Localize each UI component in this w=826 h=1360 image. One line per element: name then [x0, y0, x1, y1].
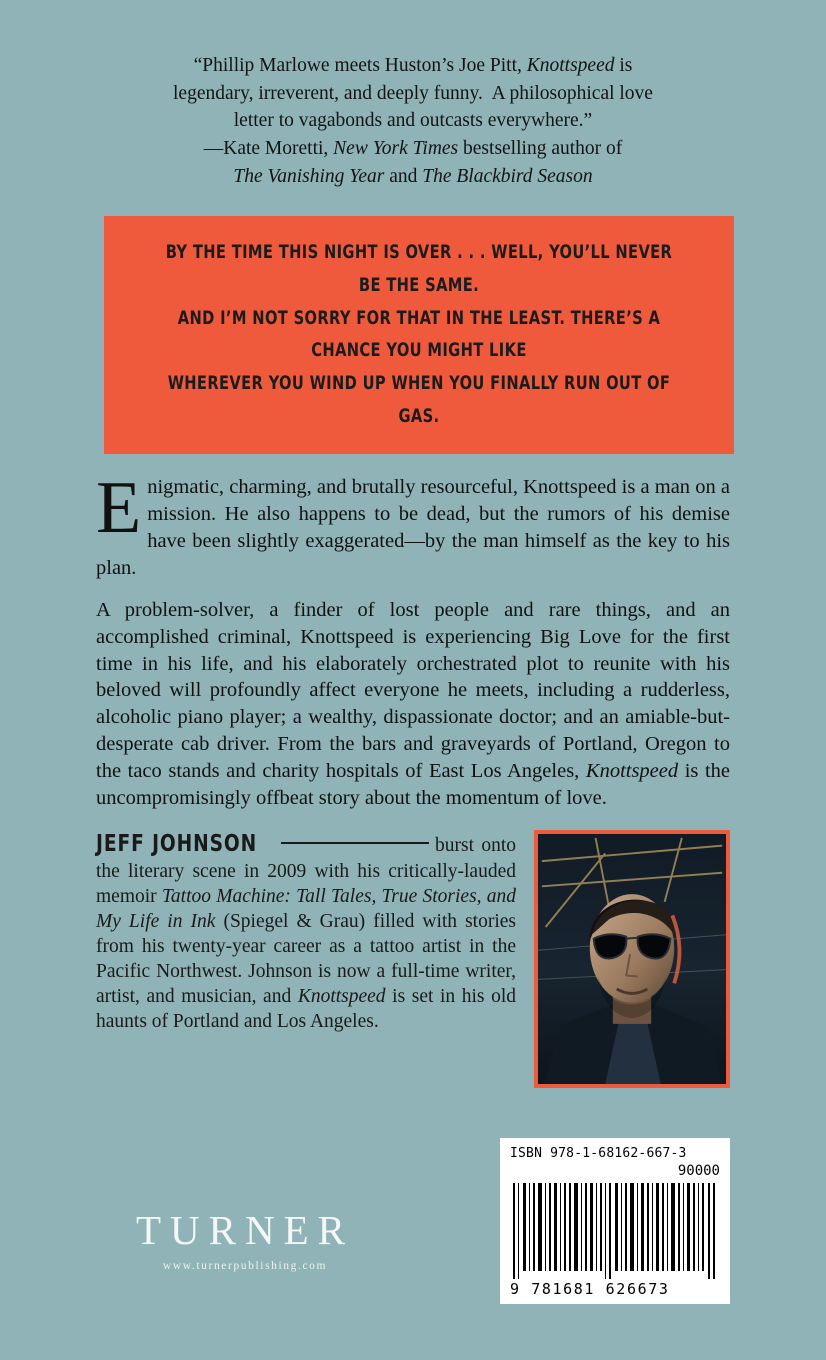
- pull-quote-line-3: WHEREVER YOU WIND UP WHEN YOU FINALLY RUN OUT OF GAS.: [167, 372, 671, 427]
- description-paragraph-2: A problem-solver, a finder of lost people and rare things, and an accomplished criminal, Knottspeed is experiencing Big Love for the first time in his life, and his elaborately orchestrated plot to reunite with his beloved will profoundly affect everyone he meets, including a rudderless, alcoholic piano player; a wealthy, dispassionate doctor; and an amiable-but-desperate cab driver. From the bars and graveyards of Portland, Oregon to the taco stands and charity hospitals of East Los Angeles, Knottspeed is the uncompromisingly offbeat story about the momentum of love.: [96, 598, 731, 809]
- author-name: JEFF JOHNSON: [96, 830, 258, 857]
- ean-digits: 9 781681 626673: [510, 1280, 670, 1298]
- description-paragraph-1-text: nigmatic, charming, and brutally resourceful, Knottspeed is a man on a mission. He also happens to be dead, but the rumors of his demise have been slightly exaggerated—by the man himself as the key to his plan.: [96, 476, 730, 579]
- author-photo: [534, 830, 730, 1088]
- drop-cap: E: [96, 467, 142, 550]
- pull-quote-line-1: BY THE TIME THIS NIGHT IS OVER . . . WELL, YOU’LL NEVER BE THE SAME.: [165, 241, 673, 297]
- isbn-text: ISBN 978-1-68162-667-3: [510, 1146, 687, 1161]
- praise-line-5: The Vanishing Year and The Blackbird Season: [233, 165, 593, 187]
- praise-line-1: “Phillip Marlowe meets Huston’s Joe Pitt, Knottspeed is: [193, 55, 633, 76]
- price-code: 90000: [677, 1163, 720, 1179]
- description-paragraph-1: [96, 467, 730, 581]
- author-bio-text: JEFF JOHNSON burst onto the literary scene in 2009 with his critically-lauded memoir Tattoo Machine: Tall Tales, True Stories, and My Life in Ink (Spiegel & Grau) filled with stories from his twenty-year career as a tattoo artist in the Pacific Northwest. Johnson is now a full-time writer, artist, and musician, and Knottspeed is set in his old haunts of Portland and Los Angeles.: [96, 830, 517, 1033]
- author-bio-section: [96, 830, 730, 1088]
- book-description: [96, 467, 731, 811]
- author-portrait-icon: [538, 834, 726, 1084]
- publisher-url: www.turnerpublishing.com: [162, 1260, 328, 1272]
- praise-line-3: letter to vagabonds and outcasts everywhere.”: [233, 110, 593, 132]
- praise-line-2: legendary, irreverent, and deeply funny. A philosophical love: [173, 82, 653, 104]
- publisher-block: [136, 1207, 354, 1272]
- pull-quote-box: [104, 216, 734, 454]
- barcode-bars-icon: [510, 1183, 720, 1279]
- bio-rule: [281, 842, 429, 844]
- publisher-name: TURNER: [136, 1207, 354, 1253]
- barcode-block: [500, 1138, 730, 1304]
- cover-footer: [96, 1138, 730, 1304]
- praise-quote: [96, 52, 730, 190]
- praise-line-4: —Kate Moretti, New York Times bestselling author of: [203, 138, 623, 160]
- pull-quote-line-2: AND I’M NOT SORRY FOR THAT IN THE LEAST. THERE’S A CHANCE YOU MIGHT LIKE: [177, 306, 661, 362]
